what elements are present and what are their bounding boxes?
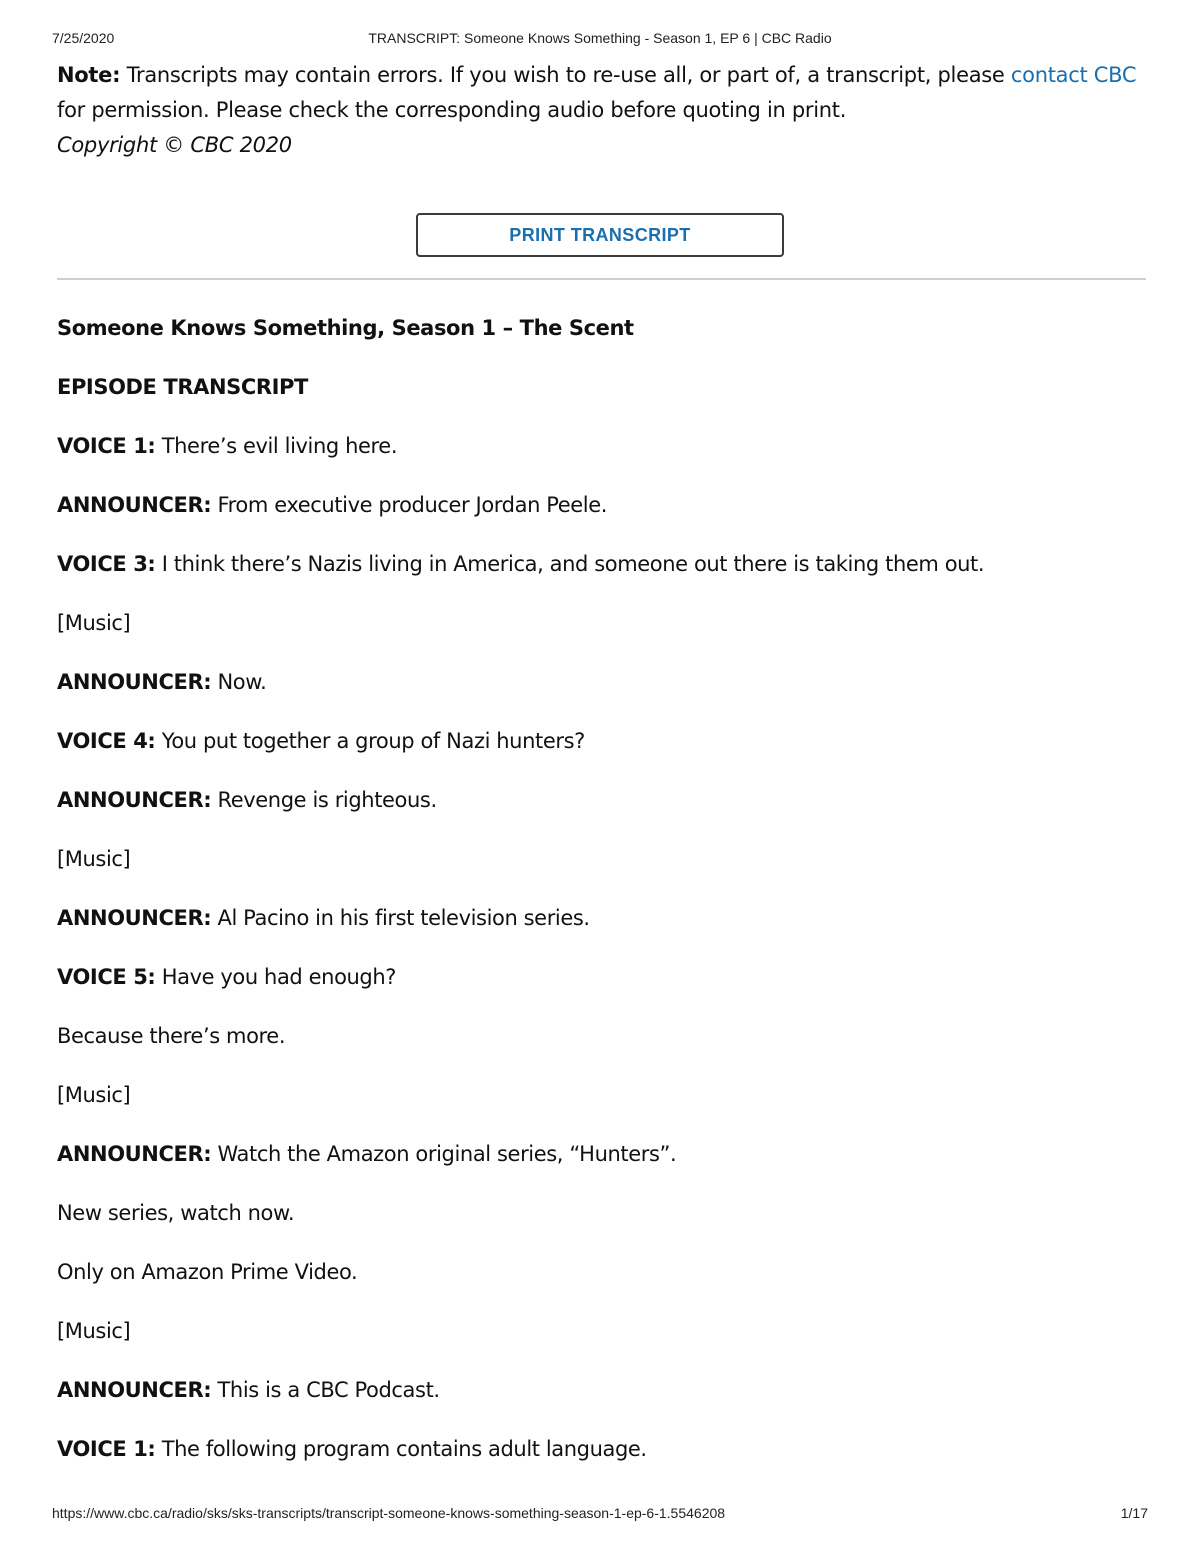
line-text: [Music]	[57, 1083, 131, 1107]
show-title: Someone Knows Something, Season 1 – The Scent	[57, 316, 634, 340]
transcript-line	[57, 957, 1147, 1016]
page-url: https://www.cbc.ca/radio/sks/sks-transcripts/transcript-someone-knows-something-season-1-ep-6-1.5546208	[52, 1505, 726, 1521]
transcript-line	[57, 544, 1147, 603]
speaker-label: ANNOUNCER:	[57, 1142, 212, 1166]
line-text: Have you had enough?	[155, 965, 397, 989]
line-text: [Music]	[57, 847, 131, 871]
line-text: Al Pacino in his first television series.	[211, 906, 590, 930]
line-text: Revenge is righteous.	[211, 788, 437, 812]
line-text: Only on Amazon Prime Video.	[57, 1260, 358, 1284]
divider	[57, 278, 1146, 280]
line-text: New series, watch now.	[57, 1201, 295, 1225]
speaker-label: ANNOUNCER:	[57, 788, 212, 812]
line-text: I think there’s Nazis living in America, and someone out there is taking them out.	[155, 552, 985, 576]
note-label: Note:	[57, 63, 121, 87]
speaker-label: VOICE 3:	[57, 552, 156, 576]
print-date: 7/25/2020	[52, 30, 115, 46]
transcript-note	[57, 58, 1147, 163]
speaker-label: ANNOUNCER:	[57, 670, 212, 694]
line-text: Because there’s more.	[57, 1024, 286, 1048]
line-text: From executive producer Jordan Peele.	[211, 493, 608, 517]
note-text-after-link: for permission. Please check the corresponding audio before quoting in print.	[57, 98, 847, 122]
line-text: [Music]	[57, 1319, 131, 1343]
line-text: Watch the Amazon original series, “Hunters”.	[211, 1142, 677, 1166]
copyright-notice: Copyright © CBC 2020	[57, 133, 292, 157]
transcript-line	[57, 1311, 1147, 1370]
transcript-line	[57, 1252, 1147, 1311]
transcript-body	[57, 308, 1147, 1488]
transcript-line	[57, 1370, 1147, 1429]
contact-cbc-link[interactable]: contact CBC	[1010, 63, 1137, 87]
transcript-line	[57, 603, 1147, 662]
transcript-line	[57, 898, 1147, 957]
print-transcript-button[interactable]: PRINT TRANSCRIPT	[416, 213, 784, 257]
print-header	[52, 30, 1148, 50]
transcript-line	[57, 1429, 1147, 1488]
note-text-before-link: Transcripts may contain errors. If you wish to re-use all, or part of, a transcript, please	[120, 63, 1011, 87]
line-text: The following program contains adult language.	[155, 1437, 647, 1461]
speaker-label: VOICE 1:	[57, 434, 156, 458]
transcript-line	[57, 1016, 1147, 1075]
line-text: There’s evil living here.	[155, 434, 398, 458]
transcript-line	[57, 721, 1147, 780]
episode-transcript-label: EPISODE TRANSCRIPT	[57, 375, 308, 399]
speaker-label: ANNOUNCER:	[57, 493, 212, 517]
line-text: Now.	[211, 670, 267, 694]
page-number: 1/17	[1120, 1505, 1148, 1521]
line-text: [Music]	[57, 611, 131, 635]
transcript-line	[57, 780, 1147, 839]
speaker-label: VOICE 5:	[57, 965, 156, 989]
transcript-line	[57, 1193, 1147, 1252]
transcript-line	[57, 1075, 1147, 1134]
speaker-label: ANNOUNCER:	[57, 906, 212, 930]
speaker-label: ANNOUNCER:	[57, 1378, 212, 1402]
speaker-label: VOICE 1:	[57, 1437, 156, 1461]
note-text	[57, 58, 1147, 128]
transcript-line	[57, 1134, 1147, 1193]
transcript-line	[57, 485, 1147, 544]
print-page-title: TRANSCRIPT: Someone Knows Something - Season 1, EP 6 | CBC Radio	[368, 30, 832, 46]
transcript-line	[57, 426, 1147, 485]
line-text: This is a CBC Podcast.	[211, 1378, 440, 1402]
speaker-label: VOICE 4:	[57, 729, 156, 753]
print-footer	[52, 1505, 1148, 1525]
transcript-line	[57, 839, 1147, 898]
line-text: You put together a group of Nazi hunters?	[155, 729, 585, 753]
transcript-line	[57, 662, 1147, 721]
